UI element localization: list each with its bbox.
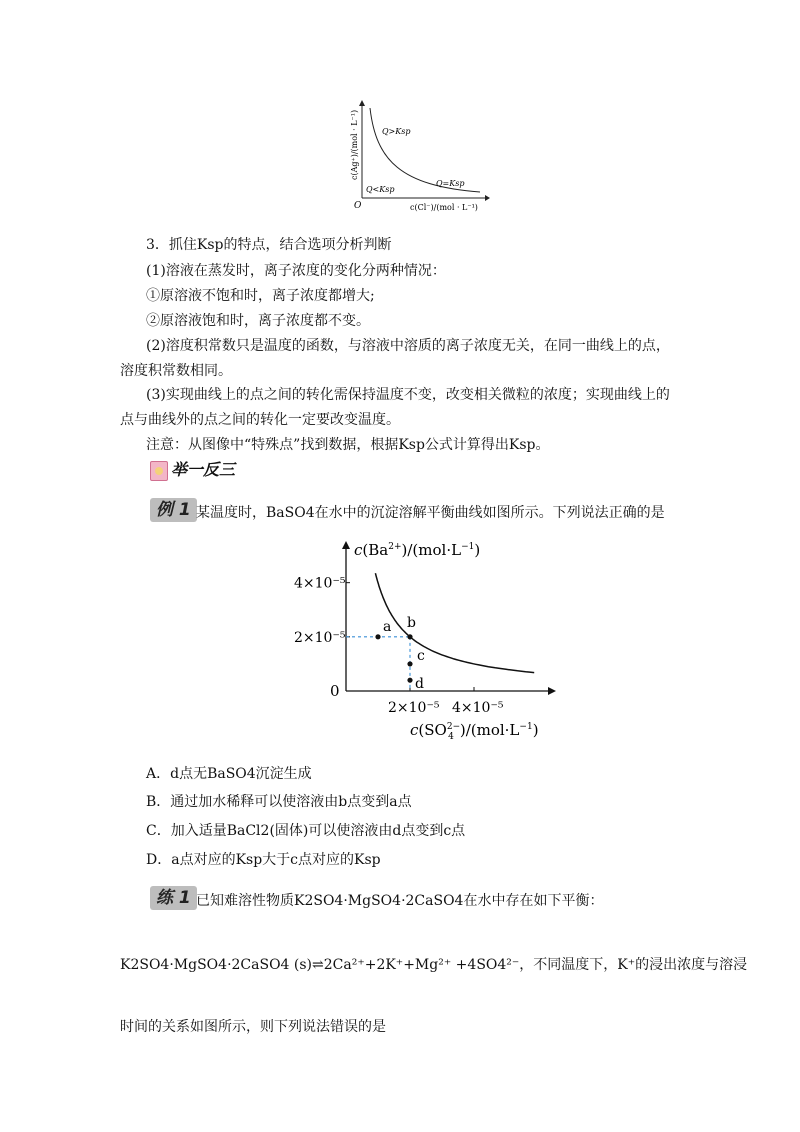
- y-tick-label: 4×10⁻⁵: [294, 575, 346, 592]
- section-book-icon: [150, 461, 168, 481]
- chart-y-axis-label: $c(Ba^{2+})/(mol\cdot L^{-1})$: [354, 541, 481, 559]
- point-c: [407, 661, 412, 666]
- example-stem: 某温度时，BaSO4在水中的沉淀溶解平衡曲线如图所示。下列说法正确的是: [196, 505, 665, 521]
- option-d: D．a点对应的Ksp大于c点对应的Ksp: [146, 852, 381, 868]
- baso4-equilibrium-chart: [270, 535, 560, 745]
- method-p1b: ②原溶液饱和时，离子浓度都不变。: [146, 313, 370, 329]
- fig1-region-above: Q>Ksp: [382, 127, 411, 136]
- option-c: C．加入适量BaCl2(固体)可以使溶液由d点变到c点: [146, 823, 466, 839]
- method-p2-line1: (2)溶度积常数只是温度的函数，与溶液中溶质的离子浓度无关，在同一曲线上的点，: [146, 338, 670, 354]
- ksp-region-figure: [340, 100, 490, 218]
- fig1-origin: O: [354, 201, 362, 211]
- method-p2-line2: 溶度积常数相同。: [120, 363, 232, 379]
- fig1-x-label: c(Cl⁻)/(mol · L⁻¹): [410, 203, 478, 212]
- method-p3-line1: (3)实现曲线上的点之间的转化需保持温度不变，改变相关微粒的浓度；实现曲线上的: [146, 387, 670, 403]
- method-p1: (1)溶液在蒸发时，离子浓度的变化分两种情况：: [146, 263, 446, 279]
- example-badge: 例 1: [150, 498, 197, 522]
- fig1-y-label: c(Ag⁺)/(mol · L⁻¹): [350, 109, 359, 180]
- y-axis-arrow: [342, 541, 350, 549]
- x-tick-label: 2×10⁻⁵: [388, 700, 440, 716]
- chart-x-axis-label: $c(SO^{2-}$ 4 )$/(mol\cdot L^{-1})$: [410, 721, 539, 742]
- x-axis-arrow: [548, 687, 556, 695]
- point-label-d: d: [415, 676, 424, 693]
- chart-origin-label: 0: [330, 682, 340, 700]
- option-b: B．通过加水稀释可以使溶液由b点变到a点: [146, 794, 412, 810]
- section-title: 举一反三: [171, 460, 236, 479]
- option-a: A．d点无BaSO4沉淀生成: [146, 766, 312, 782]
- fig1-on-curve: Q=Ksp: [436, 179, 465, 188]
- point-d: [407, 678, 412, 683]
- point-label-a: a: [383, 618, 392, 635]
- method-p3-line2: 点与曲线外的点之间的转化一定要改变温度。: [120, 412, 400, 428]
- method-note: 注意：从图像中“特殊点”找到数据，根据Ksp公式计算得出Ksp。: [146, 437, 550, 453]
- exercise-equation: K2SO4·MgSO4·2CaSO4 (s)⇌2Ca²⁺+2K⁺+Mg²⁺ +4SO4²⁻，不同温度下，K⁺的浸出浓度与溶浸: [120, 957, 748, 973]
- point-label-c: c: [417, 647, 425, 664]
- method-heading: 3．抓住Ksp的特点，结合选项分析判断: [146, 237, 392, 253]
- fig1-region-below: Q<Ksp: [366, 185, 395, 194]
- point-b: [407, 634, 412, 639]
- exercise-line2: 时间的关系如图所示，则下列说法错误的是: [120, 1019, 386, 1035]
- exercise-stem: 已知难溶性物质K2SO4·MgSO4·2CaSO4在水中存在如下平衡：: [196, 893, 604, 909]
- point-label-b: b: [407, 614, 416, 631]
- x-tick-label: 4×10⁻⁵: [452, 700, 504, 716]
- equilibrium-curve: [375, 573, 534, 672]
- method-p1a: ①原溶液不饱和时，离子浓度都增大;: [146, 288, 375, 304]
- point-a: [375, 634, 380, 639]
- y-tick-label: 2×10⁻⁵: [294, 629, 346, 646]
- exercise-badge: 练 1: [150, 886, 197, 910]
